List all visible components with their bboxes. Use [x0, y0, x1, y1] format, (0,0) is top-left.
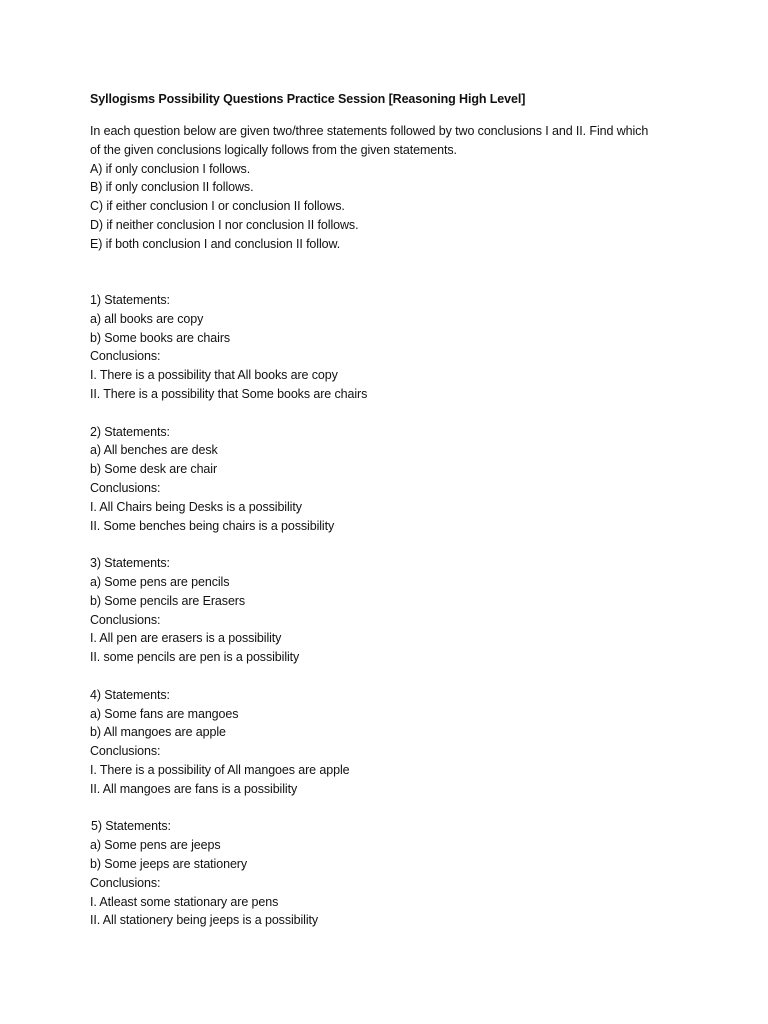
conclusion: II. All stationery being jeeps is a possibility [90, 913, 319, 928]
option-d: D) if neither conclusion I nor conclusion II follows. [90, 217, 359, 232]
statement: a) Some pens are jeeps [90, 838, 221, 853]
conclusion: I. All pen are erasers is a possibility [90, 631, 282, 646]
instruction-line: In each question below are given two/three statements followed by two conclusions I and II. Find which [90, 124, 649, 138]
statement: b) Some desk are chair [90, 462, 218, 477]
question-heading: 1) Statements: [90, 293, 170, 307]
question-list [90, 291, 710, 949]
conclusion: I. There is a possibility that All books are copy [90, 368, 338, 383]
statement: b) Some pencils are Erasers [90, 593, 246, 608]
statement: a) all books are copy [90, 311, 204, 326]
conclusions-label: Conclusions: [90, 744, 161, 759]
question-heading: 2) Statements: [90, 424, 170, 439]
document-title: Syllogisms Possibility Questions Practice Session [Reasoning High Level] [90, 92, 526, 106]
option-a: A) if only conclusion I follows. [90, 161, 251, 176]
conclusions-label: Conclusions: [90, 480, 161, 495]
question-4 [90, 686, 710, 799]
conclusion: I. There is a possibility of All mangoes are apple [90, 762, 350, 777]
conclusion: II. some pencils are pen is a possibility [90, 650, 300, 665]
question-heading: 4) Statements: [90, 687, 170, 702]
question-5 [90, 817, 710, 930]
conclusion: II. All mangoes are fans is a possibility [90, 781, 298, 796]
statement: a) All benches are desk [90, 443, 218, 458]
question-1 [90, 291, 710, 404]
conclusion: I. All Chairs being Desks is a possibility [90, 499, 302, 514]
question-heading: 5) Statements: [91, 819, 171, 834]
instruction-line: of the given conclusions logically follows from the given statements. [90, 142, 457, 157]
instructions [90, 122, 710, 254]
question-2 [90, 423, 710, 536]
conclusions-label: Conclusions: [90, 612, 161, 627]
statement: a) Some fans are mangoes [90, 706, 239, 721]
question-heading: 3) Statements: [90, 556, 170, 571]
option-e: E) if both conclusion I and conclusion II follow. [90, 236, 341, 251]
conclusions-label: Conclusions: [90, 875, 161, 890]
conclusions-label: Conclusions: [90, 349, 161, 364]
statement: b) Some books are chairs [90, 330, 231, 345]
statement: b) Some jeeps are stationery [90, 856, 248, 871]
conclusion: I. Atleast some stationary are pens [90, 894, 279, 909]
option-b: B) if only conclusion II follows. [90, 180, 254, 195]
conclusion: II. There is a possibility that Some books are chairs [90, 386, 368, 401]
question-3 [90, 554, 710, 667]
option-c: C) if either conclusion I or conclusion II follows. [90, 199, 345, 214]
statement: a) Some pens are pencils [90, 574, 230, 589]
conclusion: II. Some benches being chairs is a possibility [90, 518, 335, 533]
statement: b) All mangoes are apple [90, 725, 226, 740]
